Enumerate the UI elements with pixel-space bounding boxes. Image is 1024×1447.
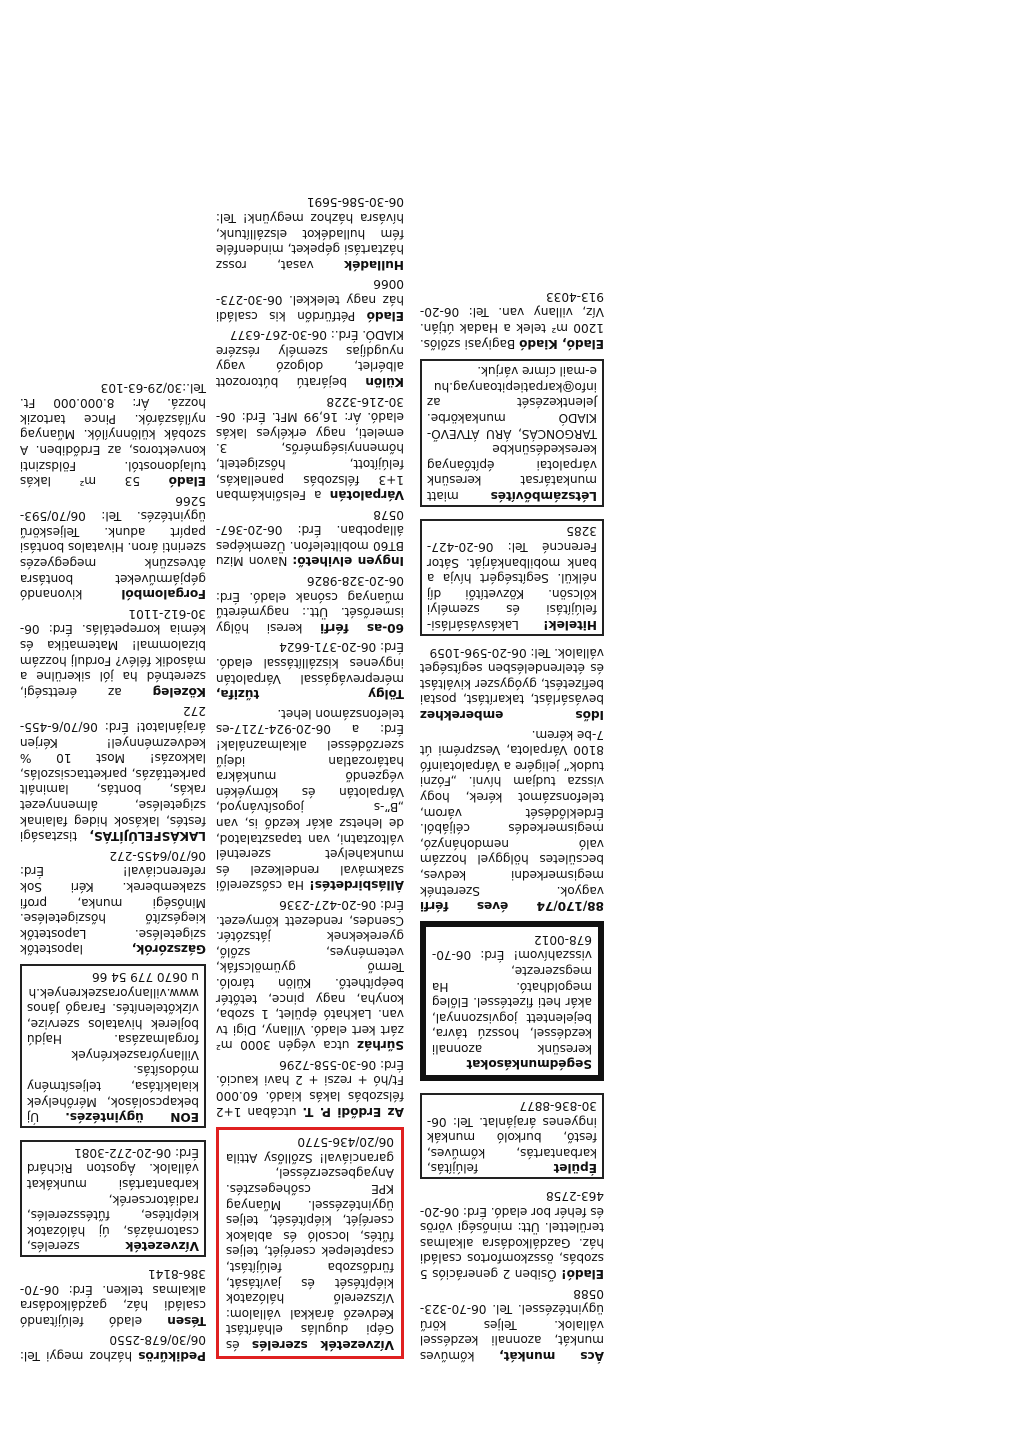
classified-ad [20, 847, 206, 956]
classified-ad [20, 379, 206, 488]
ad-text: méreprevágással Várpalotán ingyenes kiszállítással eladó. Érd: 06-20-371-6624 [216, 640, 404, 686]
ad-text: tisztasági festés, lakások hideg falainak szigetelése, álmennyezet rakás, bontás, laminált parkettázás, parkettacsiszolás, lakkozás! Most 10 % kedvezménnyel! Kérjen árajánlatot! Érd: 06/70/6-455-272 [20, 704, 206, 844]
ad-headline: Eladó [366, 308, 404, 323]
ad-headline: Pedikűrös [138, 1349, 206, 1363]
ad-headline: Eladó, Kiadó [519, 336, 604, 351]
ad-text: 53 m² lakás tulajdonostól. Földszinti konvektoros, az Erdődiben. A szobák különnyílók. Műanyag nyílászárók. Pince tartozik hozzá. Ár: 8.000.000 Ft. Tel.:30/29-63-103 [20, 380, 206, 489]
ad-headline: Forgalomból [121, 587, 206, 602]
classified-ad [420, 921, 604, 1081]
ad-text: szerelés, csatornázás, új hálózatok kiépítése, fűtésszerelés, radiátorcserék, karbantartási munkákat vállalok. Ágoston Richárd Érd: 06-20-272-3081 [27, 1145, 199, 1254]
classified-ad [420, 519, 604, 636]
classified-ad [420, 1285, 604, 1363]
ad-headline: Közeleg [152, 684, 206, 699]
ad-headline: Segédmunkásokat [466, 1057, 592, 1072]
ad-text: Bagiyasi szőlős. 1200 m² telek a Hadak útján. Víz, villany van. Tel: 06-20-913-4033 [420, 289, 604, 351]
classified-ad [216, 896, 404, 1052]
ad-headline: Hitelek! [543, 618, 597, 633]
ad-headline: 88/170/74 éves férfi [420, 899, 604, 914]
ad-headline: Eladó [168, 474, 206, 489]
ad-headline: Gázszórók, [131, 942, 206, 957]
classified-ad [20, 703, 206, 843]
classified-ad [216, 1056, 404, 1118]
ad-text: Lakásvásárlási-felújítási és személyi kölcsön. Közvetítői díj nélkül. Segítségért hívja a bank mobilbankárját. Sátor Ferencné Tel: 06-20-427-3285 [427, 524, 597, 633]
classified-ad [420, 1187, 604, 1281]
classified-ad [20, 1332, 206, 1363]
ad-text: lapostetők szigetelése. Lapostetők kiegészítő hőszigetelése. Minőségi munka, profi szakemberek. Kéri Sok referenciával! Érd: 06/70/6455-272 [20, 848, 206, 957]
classified-ad [20, 1140, 206, 1257]
ad-text: Ősiben 2 generációs 5 szobás, összkomfortos családi ház. Gazdálkodásra alkalmas területtel. Ütt: minőségi vörös és fehér bor eladó. Érd: 06-20-463-2758 [420, 1189, 604, 1282]
classified-ad [20, 492, 206, 601]
ad-headline: Épület [553, 1161, 597, 1176]
classified-ad [420, 359, 604, 507]
ad-headline: Hulladék [344, 257, 404, 272]
classified-ad [216, 194, 404, 272]
ad-text: az érettségi, szeretnéd ha jól sikerülne a második félév? Fordulj hozzám bizalommal! Matematika és kémia korrepetálás. Érd: 06-30-612-1101 [20, 606, 206, 699]
classified-ad [420, 288, 604, 350]
classified-ad [216, 327, 404, 389]
ad-text: bejáratú bútorozott albérlet, dolgozó vagy nyugdíjas személy részére KIADÓ. Érd.: 06-30-267-6377 [216, 328, 404, 389]
ad-headline: 60-as férfi [320, 620, 404, 635]
ad-headline: LAKÁSFELÚJÍTÁS, [89, 829, 206, 844]
ad-headline: Ács munkát, [499, 1349, 604, 1363]
ad-headline: Ingyen elvihető: [292, 554, 404, 569]
classified-ad [216, 705, 404, 892]
ad-column-left [420, 41, 604, 1363]
ad-text: Új bekapcsolások, Mérőhelyek kialakítása, teljesítmény módosítás. Villanyóraszekrények forgalmazása. Hajdú bojlerek hivatalos szervize, vízkőtelenítés. Faragó János www.villanyoraszekrenyek.hu 0670 779 54 66 [27, 969, 199, 1125]
classified-ad [20, 1265, 206, 1327]
ad-text: miatt munkatársat keresünk várpalotai építőanyag kereskedésünkbe TARGONCÁS, ÁRU ÁTVEVŐ-KIADÓ munkakörbe. Jelentkezését az info@karpatiepitoanyag.hu e-mail címre várjuk. [427, 364, 597, 503]
ad-headline: Tölgy tűzifa, [216, 687, 404, 702]
ad-text: házhoz megyi Tel: 06/30/678-2550 [20, 1333, 206, 1363]
ad-text: és Gépi dugulás elhárítást Kedvező árakkal vállalom: Vízszerelő hálózatok kiépítését és javítását, fürdőszoba felújítást, csaptelepek cseréjét, teljes fűtés, locsoló és ablakok cseréjét, kiépítését, teljes ügyintézéssel. Műanyag KPE csőhegesztés. Anyagbeszerzéssel, garanciával! Szőllősy Attila 06/20/436-5770 [226, 1135, 394, 1352]
classified-ad [216, 573, 404, 635]
ad-headline: Az Erdődi P. T. [302, 1104, 404, 1119]
ad-text: eladó felújítandó családi ház, gazdálkodásra alkalmas telken. Érd: 06-70-386-8141 [20, 1267, 206, 1328]
ad-headline: Eladó! [561, 1267, 604, 1282]
ad-text: vasat, rossz háztartási gépeket, mindenféle fém hulladékot elszállítunk, hívásra házhoz megyünk! Tel: 06-30-586-5691 [215, 195, 404, 272]
ad-headline: Vízvezeték [125, 1239, 199, 1254]
classified-ad [420, 726, 604, 913]
classified-ad [420, 1094, 604, 1180]
ad-headline: Állásbirdetés! [309, 878, 404, 893]
classified-ad [20, 964, 206, 1128]
ad-text: kivonandó gépjárműveket bontásra átveszünk megegyezés szerinti áron. Hivatalos bontási papírt adunk. Teljeskörű ügyintézés. Tel: 06/70/593-5266 [20, 493, 206, 602]
ad-text: utca végén 3000 m² zárt kert eladó. Villany, Digi tv van. Lakható épület, 1 szoba, konyha, nagy pince, tetőtér beépíthető. Külön tároló. Termő gyümölcsfák, veteményes, szőlő, gyerekeknek játszótér. Csendes, rendezett környezet. Érd: 06-20-427-2336 [216, 897, 404, 1053]
ad-headline: Tésen [167, 1313, 206, 1328]
classified-ad [216, 1127, 404, 1359]
ad-headline: Külön [365, 374, 404, 389]
ad-headline: Vízvezeték szerelés [252, 1338, 394, 1352]
ad-text: vagyok. Szeretnék megismerkedni kedves, becsületes hölggyel hozzám való nemdohányzó, megismerkedés céljából. Érdeklődését várom, telefonszámot kérek, hogy vissza tudjam hívni. „Fózni tudok” jeligére a Várpalotainfó 8100 Várpalota, Veszprémi út 7-be kérem. [420, 727, 604, 898]
classified-ad [216, 506, 404, 568]
ad-headline: Várpalotán [329, 488, 404, 503]
classified-ad [216, 393, 404, 502]
ad-text: felújítás, karbantartás, kőműves, festő, burkoló munkák ingyenes árajánlat. Tel: 06-30-836-8877 [427, 1099, 597, 1176]
ad-headline: Sűrház [357, 1038, 404, 1053]
ad-text: Navon Mizu BT60 mobiltelefon. Üzemképes állapotban. Érd: 06-20-367-0578 [216, 507, 404, 569]
ad-column-middle [216, 41, 404, 1363]
ad-headline: Idős emberekhez [420, 708, 604, 723]
ad-text: Ha csőszerelői szakmával rendelkezel és munkahelyet szeretnél változtatni, van tapasztalatod, de lehetsz akár kezdő is, van „B”-s jogosítványod, Várpalotán és környékén végzendő munkákra határozatlan idejű szerződéssel alkalmaználak! Érd: a 06-20-924-7217-es telefonszámon lehet. [216, 706, 404, 893]
ad-text: utcában 1+2 félszobás lakás kiadó. 60.000 Ft/hó + rezsi + 2 havi kaució. Érd: 06-30-558-7296 [216, 1057, 404, 1119]
ad-text: a Felsőinkámban 1+3 félszobás panellakás, felújított, hőszigetelt, hőmennyiségmérős, 3. emeleti, nagy erkélyes lakás eladó. Ár: 16,99 MFt. Érd: 06-30-216-3228 [216, 394, 404, 503]
ad-text: kőműves munkát, azonnali kezdéssel vállalok. Teljes körű ügyintézéssel. Tel. 06-70-323-0588 [420, 1286, 604, 1363]
ad-text: keresi hölgy ismerősét. Ütt.: nagyméretű műanyag csónak eladó. Érd: 06-20-328-9826 [215, 574, 404, 635]
classified-ad [20, 605, 206, 699]
classified-ad [420, 644, 604, 722]
ad-text: keresünk azonnali kezdéssel, hosszú távra, bejelentett jogviszonnyal, akár heti fizetéssel. Előleg megoldható. Ha megszerezte, visszahívom! Érd: 06-70-678-0012 [432, 932, 592, 1056]
ad-text: bevásárlást, takarítást, postai befizetést, gyógyszer kiváltást és ételrendelésben segítséget vállalok. Tel: 06-20-596-1059 [420, 645, 604, 707]
classified-ad [216, 276, 404, 323]
ad-column-right [20, 41, 206, 1363]
ad-text: Pétfürdőn kis családi ház nagy telekkel. 06-30-273-0066 [216, 277, 404, 323]
classified-ad [216, 639, 404, 701]
ad-headline: Létszámbővítés [490, 488, 597, 503]
ad-headline: EON ügyintézés. [65, 1110, 199, 1125]
